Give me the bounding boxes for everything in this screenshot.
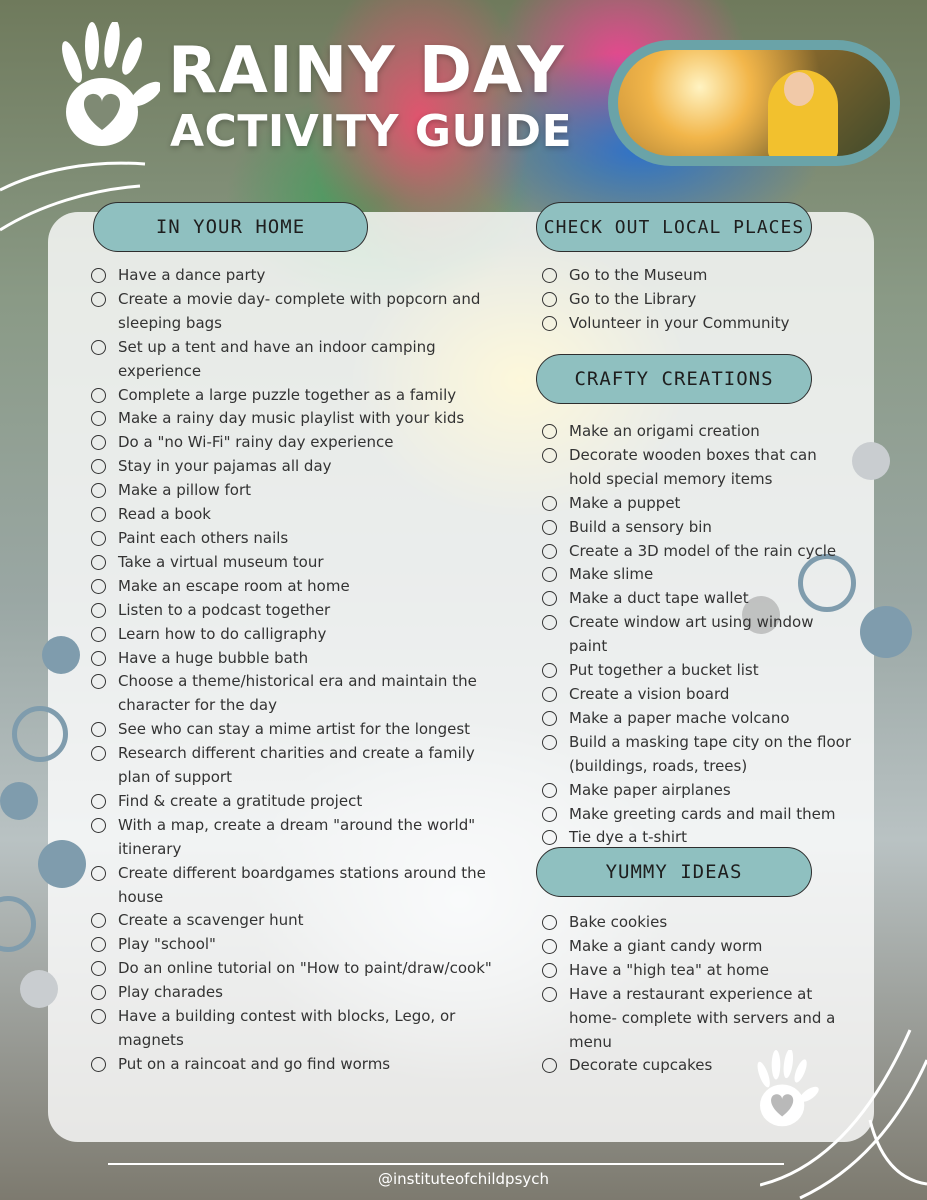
checkbox-circle[interactable] <box>91 483 106 498</box>
checklist-item-label: Build a sensory bin <box>569 517 712 536</box>
checklist-item <box>91 742 511 790</box>
checkbox-circle[interactable] <box>542 316 557 331</box>
checklist-item-label: Make a rainy day music playlist with your kids <box>118 409 465 428</box>
checklist-item-label: Have a restaurant experience at home- complete with servers and a menu <box>569 984 836 1051</box>
checklist-item-label: Make a puppet <box>569 493 681 512</box>
checklist-item <box>91 479 511 503</box>
checklist-item-label: Make an origami creation <box>569 422 760 440</box>
checkbox-circle[interactable] <box>91 818 106 833</box>
checkbox-circle[interactable] <box>91 913 106 928</box>
checkbox-circle[interactable] <box>542 663 557 678</box>
checklist-item-label: With a map, create a dream "around the world" itinerary <box>118 815 476 858</box>
checklist-item-label: Make an escape room at home <box>118 576 350 595</box>
checkbox-circle[interactable] <box>91 1009 106 1024</box>
checkbox-circle[interactable] <box>91 579 106 594</box>
footer-handle: @instituteofchildpsych <box>377 1170 550 1188</box>
checklist-item <box>91 1005 511 1053</box>
checklist-item-label: Make a giant candy worm <box>569 936 763 955</box>
checklist-item <box>91 527 511 551</box>
checklist-item-label: Decorate wooden boxes that can hold special memory items <box>569 445 817 488</box>
checkbox-circle[interactable] <box>91 985 106 1000</box>
checklist-item-label: Decorate cupcakes <box>569 1056 713 1075</box>
checklist-item-label: Have a "high tea" at home <box>569 960 770 979</box>
checklist-item-label: Bake cookies <box>569 913 668 931</box>
checkbox-circle[interactable] <box>91 435 106 450</box>
checkbox-circle[interactable] <box>542 830 557 845</box>
checklist-item-label: Choose a theme/historical era and maintain the character for the day <box>118 672 477 715</box>
checkbox-circle[interactable] <box>91 531 106 546</box>
checkbox-circle[interactable] <box>542 735 557 750</box>
checklist-item-label: Do an online tutorial on "How to paint/draw/cook" <box>118 959 492 978</box>
checkbox-circle[interactable] <box>542 1058 557 1073</box>
checkbox-circle[interactable] <box>91 794 106 809</box>
checkbox-circle[interactable] <box>542 268 557 283</box>
checklist-item-label: Make a duct tape wallet <box>569 589 749 608</box>
heading-local-places: CHECK OUT LOCAL PLACES <box>536 202 812 252</box>
decorative-dot <box>860 606 912 658</box>
checklist-item <box>91 790 511 814</box>
checkbox-circle[interactable] <box>542 915 557 930</box>
checklist-item <box>91 551 511 575</box>
checklist-item-label: Create a vision board <box>569 684 730 703</box>
checklist-item-label: See who can stay a mime artist for the longest <box>118 720 471 739</box>
checklist-item <box>542 779 852 803</box>
checklist-item-label: Go to the Museum <box>569 266 708 284</box>
checklist-item-label: Make slime <box>569 565 654 584</box>
checkbox-circle[interactable] <box>91 388 106 403</box>
checklist-item <box>91 599 511 623</box>
checklist-item-label: Play charades <box>118 983 223 1002</box>
checklist-item-label: Take a virtual museum tour <box>118 552 324 571</box>
checklist-item-label: Make a pillow fort <box>118 481 251 500</box>
checkbox-circle[interactable] <box>542 615 557 630</box>
checkbox-circle[interactable] <box>542 424 557 439</box>
checklist-item-label: Do a "no Wi-Fi" rainy day experience <box>118 433 394 452</box>
decorative-dot <box>20 970 58 1008</box>
checklist-item-label: Paint each others nails <box>118 528 289 547</box>
checkbox-circle[interactable] <box>91 507 106 522</box>
checklist-item-label: Play "school" <box>118 935 216 954</box>
checkbox-circle[interactable] <box>91 674 106 689</box>
checklist-item <box>542 492 852 516</box>
checklist-item-label: Research different charities and create a family plan of support <box>118 744 475 787</box>
checklist-item-label: Tie dye a t-shirt <box>569 828 688 847</box>
checkbox-circle[interactable] <box>91 651 106 666</box>
checklist-item <box>91 933 511 957</box>
footer-rule <box>108 1163 784 1165</box>
header-photo-frame <box>608 40 900 166</box>
checklist-item-label: Stay in your pajamas all day <box>118 457 332 476</box>
checkbox-circle[interactable] <box>542 496 557 511</box>
crafty-creations-list <box>542 420 852 850</box>
checkbox-circle[interactable] <box>542 939 557 954</box>
checklist-item-label: Have a building contest with blocks, Lego, or magnets <box>118 1007 456 1049</box>
checklist-item <box>91 264 511 288</box>
checklist-item-label: Set up a tent and have an indoor camping experience <box>118 337 436 380</box>
checklist-item-label: Volunteer in your Community <box>569 313 790 332</box>
checkbox-circle[interactable] <box>91 1057 106 1072</box>
checkbox-circle[interactable] <box>542 987 557 1002</box>
checkbox-circle[interactable] <box>542 591 557 606</box>
checkbox-circle[interactable] <box>91 459 106 474</box>
checklist-item <box>91 431 511 455</box>
checklist-item-label: Create a scavenger hunt <box>118 911 304 930</box>
checklist-item <box>542 563 852 587</box>
checklist-item <box>542 731 852 779</box>
checklist-item-label: Make a paper mache volcano <box>569 708 790 727</box>
heading-yummy-ideas: YUMMY IDEAS <box>536 847 812 897</box>
decorative-dot <box>852 442 890 480</box>
checklist-item-label: Make paper airplanes <box>569 780 731 799</box>
checklist-item <box>542 264 852 288</box>
checklist-item <box>542 707 852 731</box>
checkbox-circle[interactable] <box>91 746 106 761</box>
local-places-list <box>542 264 852 336</box>
decorative-dot <box>38 840 86 888</box>
heading-in-your-home: IN YOUR HOME <box>93 202 368 252</box>
checkbox-circle[interactable] <box>542 292 557 307</box>
checklist-item <box>542 516 852 540</box>
checklist-item <box>91 1053 511 1077</box>
checklist-item <box>91 670 511 718</box>
decorative-ring <box>0 896 36 952</box>
checklist-item <box>91 575 511 599</box>
checklist-item-label: Read a book <box>118 505 211 524</box>
title-line-1: RAINY DAY <box>168 34 565 108</box>
checklist-item <box>91 862 511 910</box>
decorative-dot <box>0 782 38 820</box>
checkbox-circle[interactable] <box>91 292 106 307</box>
decorative-dot <box>42 636 80 674</box>
checklist-item-label: Have a huge bubble bath <box>118 648 309 667</box>
checklist-item <box>542 911 842 935</box>
checklist-item <box>91 909 511 933</box>
checkbox-circle[interactable] <box>542 963 557 978</box>
checklist-item-label: Create a 3D model of the rain cycle <box>569 541 837 560</box>
checklist-item <box>542 826 852 850</box>
checklist-item-label: Find & create a gratitude project <box>118 791 363 810</box>
checkbox-circle[interactable] <box>542 807 557 822</box>
title-line-2: ACTIVITY GUIDE <box>170 106 573 157</box>
checkbox-circle[interactable] <box>542 544 557 559</box>
checklist-item <box>91 288 511 336</box>
checkbox-circle[interactable] <box>91 340 106 355</box>
checkbox-circle[interactable] <box>91 411 106 426</box>
checklist-item <box>91 384 511 408</box>
checklist-item <box>542 587 852 611</box>
girl-in-raincoat-photo <box>618 50 890 156</box>
checklist-item-label: Complete a large puzzle together as a family <box>118 385 457 404</box>
home-activity-list <box>91 264 511 1077</box>
face-shape <box>784 72 814 106</box>
checklist-item <box>91 814 511 862</box>
checkbox-circle[interactable] <box>91 603 106 618</box>
checklist-item <box>91 336 511 384</box>
checkbox-circle[interactable] <box>91 722 106 737</box>
checkbox-circle[interactable] <box>542 448 557 463</box>
checklist-item-label: Create window art using window paint <box>569 613 814 656</box>
checklist-item <box>542 983 842 1055</box>
checkbox-circle[interactable] <box>542 687 557 702</box>
checkbox-circle[interactable] <box>542 711 557 726</box>
checklist-item-label: Put on a raincoat and go find worms <box>118 1054 391 1073</box>
checklist-item <box>542 611 852 659</box>
checkbox-circle[interactable] <box>91 866 106 881</box>
checklist-item <box>91 647 511 671</box>
checkbox-circle[interactable] <box>542 520 557 535</box>
checkbox-circle[interactable] <box>542 567 557 582</box>
checkbox-circle[interactable] <box>91 627 106 642</box>
checklist-item <box>542 540 852 564</box>
checklist-item <box>542 959 842 983</box>
checklist-item-label: Create different boardgames stations around the house <box>118 863 486 906</box>
checklist-item-label: Have a dance party <box>118 266 266 284</box>
checklist-item-label: Go to the Library <box>569 289 697 308</box>
checkbox-circle[interactable] <box>91 937 106 952</box>
checklist-item <box>91 981 511 1005</box>
handprint-heart-icon <box>50 22 160 152</box>
checklist-item-label: Create a movie day- complete with popcorn and sleeping bags <box>118 289 481 332</box>
checkbox-circle[interactable] <box>91 961 106 976</box>
checkbox-circle[interactable] <box>91 555 106 570</box>
checklist-item <box>542 803 852 827</box>
checklist-item-label: Listen to a podcast together <box>118 600 331 619</box>
heading-crafty-creations: CRAFTY CREATIONS <box>536 354 812 404</box>
checklist-item <box>91 503 511 527</box>
checklist-item <box>91 623 511 647</box>
checklist-item <box>542 420 852 444</box>
checklist-item <box>542 683 852 707</box>
checklist-item <box>91 718 511 742</box>
checkbox-circle[interactable] <box>91 268 106 283</box>
checklist-item <box>542 288 852 312</box>
checklist-item <box>91 957 511 981</box>
checkbox-circle[interactable] <box>542 783 557 798</box>
checklist-item-label: Make greeting cards and mail them <box>569 804 836 823</box>
checklist-item-label: Build a masking tape city on the floor (buildings, roads, trees) <box>569 732 851 775</box>
checklist-item <box>542 935 842 959</box>
checklist-item-label: Put together a bucket list <box>569 661 759 680</box>
decorative-ring <box>12 706 68 762</box>
checklist-item <box>542 659 852 683</box>
checklist-item-label: Learn how to do calligraphy <box>118 624 327 643</box>
checklist-item <box>91 407 511 431</box>
checklist-item <box>542 312 852 336</box>
handprint-heart-icon-small <box>744 1050 824 1130</box>
checklist-item <box>91 455 511 479</box>
checklist-item <box>542 444 852 492</box>
